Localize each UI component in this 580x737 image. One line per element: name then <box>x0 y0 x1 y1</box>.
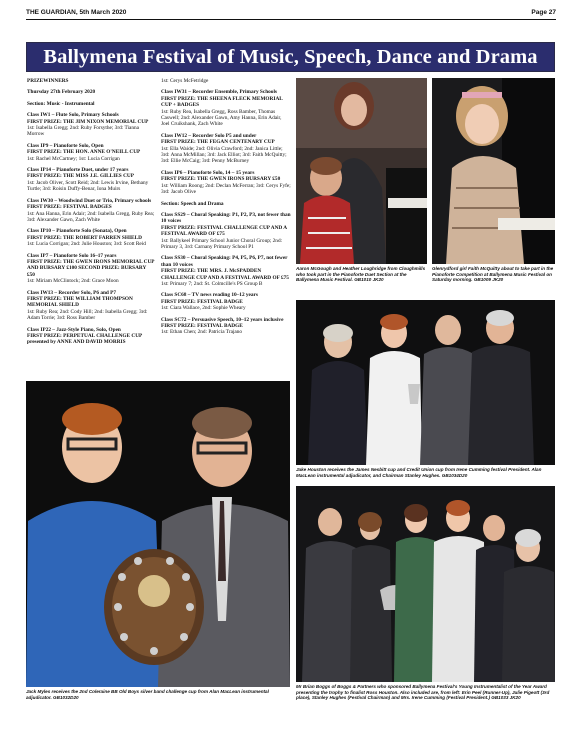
col2-class-heading: Class SC68 – TV news reading 10–12 years <box>161 292 258 299</box>
col1-prize-line: FIRST PRIZE: THE MISS J.E. GILLIES CUP <box>27 173 134 180</box>
col2-winners-line: 1st: Ciara Wallace, 2nd: Sophie Wheary <box>161 305 246 312</box>
page-number: Page 27 <box>531 9 556 16</box>
col2-winners-line: 1st: Primary 7; 2nd: St. Colmcille's PS Group B <box>161 280 263 287</box>
col2-winners-line: 1st: Ballykeel Primary School Junior Choral Group; 2nd: Primary 3, 3rd: Carnany Primary School P1 <box>161 237 283 250</box>
photo-girl-piano <box>432 78 555 264</box>
publication-date: THE GUARDIAN, 5th March 2020 <box>26 9 127 16</box>
photo-cups-presentation <box>296 300 555 465</box>
col2-winners-line: 1st: Ella Waide; 2nd: Olivia Crawford; 2nd: Janica Little; 3rd: Anna McMillan; 3rd: Jack Elliot; 3rd: Faith McQuitty; 3rd: Ellie McCaig; 3rd: Penny McBurney <box>161 145 287 165</box>
col2-prize-line: FIRST PRIZE: THE SHEENA FLECK MEMORIAL CUP + BADGES <box>161 95 283 109</box>
col1-class-heading: Class IW13 – Recorder Solo, P6 and P7 <box>27 289 117 296</box>
col1-winners-line: 1st: Ana Hanna, Erin Adair; 2nd: Isabella Gregg, Ruby Rea; 3rd: Alexander Gawn, Zach White <box>27 210 155 223</box>
col2-class-heading: Section: Speech and Drama <box>161 200 224 207</box>
col1-prize-line: FIRST PRIZE: THE JIM NIXON MEMORIAL CUP <box>27 118 149 125</box>
caption-girl-piano: Glenrydford girl Faith McQuitty about to take part in the Pianoforte Competition at Ballymena Music Festival on Saturday morning. GB1009 JK20 <box>432 266 554 283</box>
col1-class-heading: Section: Music - Instrumental <box>27 100 95 107</box>
col2-class-heading: Class SS29 – Choral Speaking: P1, P2, P3, not fewer than 10 voices <box>161 211 291 225</box>
col2-prize-line: FIRST PRIZE: THE FEGAN CENTENARY CUP <box>161 139 275 146</box>
col2-class-heading: Class IW31 – Recorder Ensemble, Primary Schools <box>161 89 277 96</box>
col1-winners-line: 1st: Lucia Corrigan; 2nd: Julie Houston; 3rd: Scott Reid <box>27 241 146 248</box>
col2-class-heading: Class SS30 – Choral Speaking: P4, P5, P6, P7, not fewer than 10 voices <box>161 255 288 268</box>
col2-winners-line: 1st: Cerys McFetridge <box>161 78 209 84</box>
col1-class-heading: Class IP9 – Pianoforte Solo, Open <box>27 142 104 149</box>
results-column-1 <box>27 78 155 346</box>
col1-class-heading: PRIZEWINNERS <box>27 78 69 84</box>
header-rule <box>26 19 556 20</box>
col2-prize-line: FIRST PRIZE: FESTIVAL BADGE <box>161 323 243 329</box>
photo-shield-presentation <box>26 381 290 687</box>
photo-piano-duet-image <box>296 78 427 264</box>
col2-prize-line: FIRST PRIZE: THE MRS. J. McSPADDEN CHALLENGE CUP AND A FESTIVAL AWARD OF £75 <box>161 268 289 281</box>
col1-winners-line: 1st: Jacob Oliver, Scott Reid; 2nd: Lewis Irvine, Bethany Turtle; 3rd: Roisin Duffy-Benar, Iona Muirs <box>27 179 149 193</box>
col1-winners-line: 1st: Ruby Rea; 2nd: Cody Hill; 2nd: Isabella Gregg; 3rd: Adam Torrie; 3rd: Ross Bamber <box>27 308 148 322</box>
caption-cups-presentation: Jake Houston receives the James Nesbitt cup and Credit Union cup from Irene Cumming festival President. Alan MacLean instrumental adjudicator, and Chairman Stanley Hughes. GB1034D20 <box>296 467 542 478</box>
results-column-2 <box>161 78 291 336</box>
col1-class-heading: Class IP10 – Pianoforte Solo (Sonata), Open <box>27 228 127 235</box>
col1-winners-line: 1st: Isabella Gregg; 2nd: Ruby Forsythe; 3rd: Tianna Morrow <box>27 125 139 138</box>
col1-winners-line: 1st: Rachel McCartney; 1st: Lucia Corrigan <box>27 155 120 162</box>
photo-young-instrumentalist <box>296 486 555 682</box>
col1-class-heading: Class IP14 – Pianoforte Duet, under 17 years <box>27 167 129 174</box>
photo-cups-image <box>296 300 555 465</box>
photo-young-instrumentalist-image <box>296 486 555 682</box>
col1-class-heading: Class IW30 – Woodwind Duet or Trio, Primary schools <box>27 197 152 204</box>
col1-class-heading: Thursday 27th February 2020 <box>27 89 96 96</box>
caption-young-instrumentalist: Mr Brian Boggs of Boggs & Partners who sponsored Ballymena Festival's Young Instrumentalist of the Year Award presenting the trophy to finalist Ross Houston. Also included are, from left: Erin Peel (Runner-Up), Julie Pigeott (3rd place), Stanley Hughes (Festival Chairman) and Mrs. Irene Cumming (Festival President.) GB1033 JK20 <box>296 684 550 701</box>
headline: Ballymena Festival of Music, Speech, Dance and Drama <box>43 45 538 68</box>
col1-prize-line: FIRST PRIZE: THE ROBERT FARREN SHIELD <box>27 234 142 241</box>
headline-banner <box>26 42 555 72</box>
col1-prize-line: FIRST PRIZE: FESTIVAL BADGES <box>27 204 112 211</box>
col2-winners-line: 1st: Ruby Rea, Isabella Gregg, Ross Bamber, Thomas Caswell; 2nd: Alexander Gawn, Amy Hanna, Erin Adair, Joel Cruikshank, Zach White <box>161 108 282 128</box>
col1-prize-line: FIRST PRIZE: PERPETUAL CHALLENGE CUP presented by ANNE AND DAVID MORRIS <box>27 333 142 346</box>
col2-prize-line: FIRST PRIZE: FESTIVAL CHALLENGE CUP AND A FESTIVAL AWARD OF £75 <box>161 224 287 238</box>
col2-winners-line: 1st: Ethan Chen; 2nd: Patricia Trajano <box>161 329 243 336</box>
page-header <box>26 9 556 19</box>
col2-class-heading: Class IW12 – Recorder Solo P5 and under <box>161 132 257 139</box>
photo-girl-piano-image <box>432 78 555 264</box>
photo-piano-duet <box>296 78 427 264</box>
caption-shield-presentation: Jack Myles receives the 2nd Coleraine BB Old Boys silver band challenge cup from Alan MacLean instrumental adjudicator. GB1032D20 <box>26 689 269 700</box>
col1-prize-line: FIRST PRIZE: THE WILLIAM THOMPSON MEMORIAL SHIELD <box>27 295 133 309</box>
col1-class-heading: Class IW1 – Flute Solo, Primary Schools <box>27 112 119 119</box>
col1-prize-line: FIRST PRIZE: THE HON. ANNE O'NEILL CUP <box>27 149 141 156</box>
col2-class-heading: Class IP6 – Pianoforte Solo, 14 – 15 years <box>161 169 255 176</box>
col1-class-heading: Class IP22 – Jazz-Style Piano, Solo, Open <box>27 326 121 333</box>
col1-prize-line: FIRST PRIZE: THE GWEN IRONS MEMORIAL CUP AND BURSARY £100 SECOND PRIZE: BURSARY £50 <box>27 258 155 278</box>
col1-class-heading: Class IP7 – Pianoforte Solo 16–17 years <box>27 252 117 259</box>
col2-class-heading: Class SC72 – Persuasive Speech, 10–12 years inclusive <box>161 316 284 323</box>
col1-winners-line: 1st: Miriam McClintock; 2nd: Grace Moon <box>27 278 119 285</box>
photo-shield-image <box>26 381 290 687</box>
col2-prize-line: FIRST PRIZE: FESTIVAL BADGE <box>161 298 243 305</box>
caption-piano-duet: Aaron McGough and Heather Loughridge from Cloughmills who took part in the Pianoforte Duet Section at the Ballymena Music Festival. GB1010 JK20 <box>296 266 426 283</box>
col2-winners-line: 1st: William Roong; 2nd: Declan McFerran; 3rd: Cerys Fyfe; 3rd: Jacob Olive <box>161 182 291 196</box>
col2-prize-line: FIRST PRIZE: THE GWEN IRONS BURSARY £50 <box>161 176 281 183</box>
